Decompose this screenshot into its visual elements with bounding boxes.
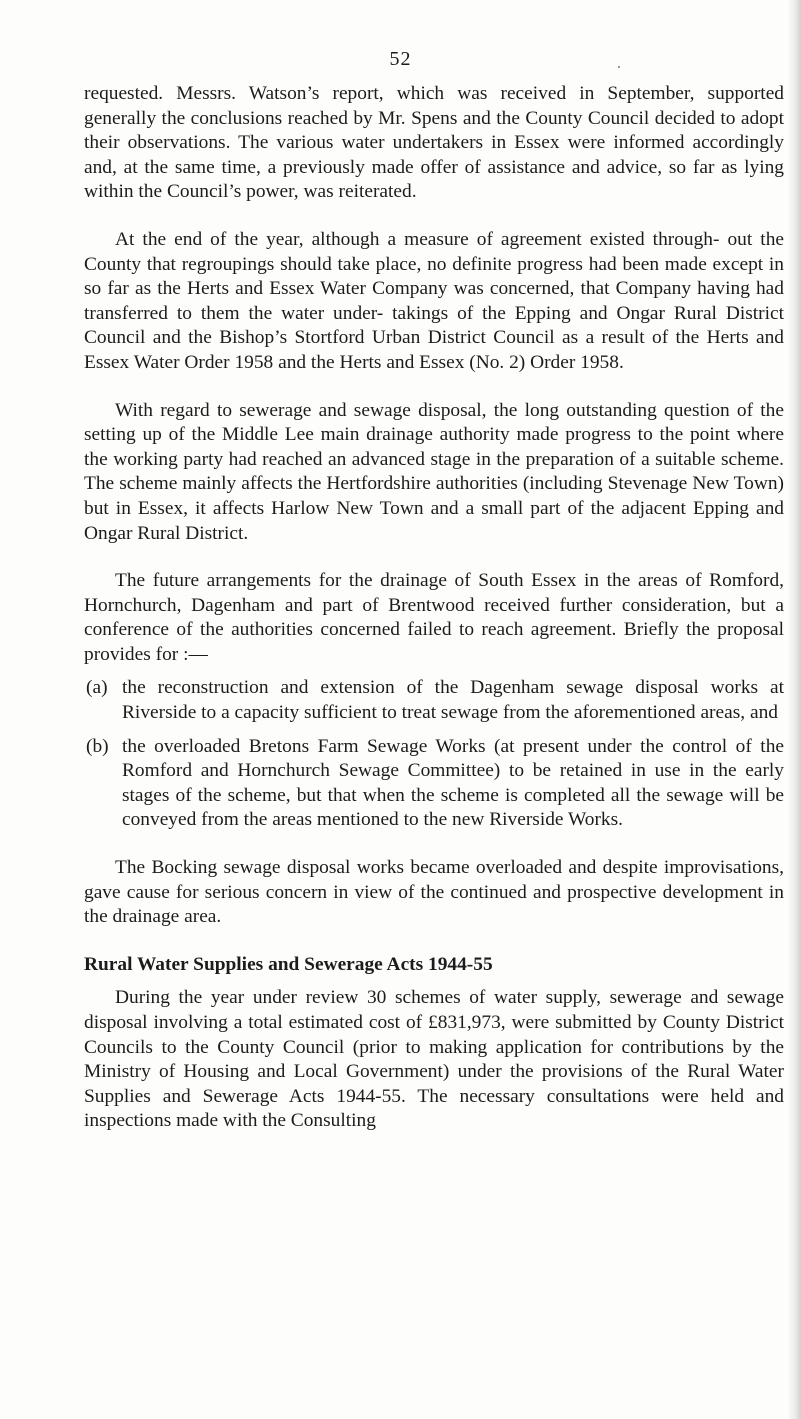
paragraph-regroupings: At the end of the year, although a measure of agreement existed through- out the County that regroupings should take place, no definite progress had been made except in so far as the Herts and Essex Water Company was concerned, that Company having had transferred to them the water under- takings of the Epping and Ongar Rural District Council and the Bishop’s Stortford Urban District Council as a result of the Herts and Essex Water Order 1958 and the Herts and Essex (No. 2) Order 1958. [84, 228, 784, 373]
list-item-text: the overloaded Bretons Farm Sewage Works (at present under the control of the Romford and Hornchurch Sewage Committee) to be retained in use in the early stages of the scheme, but that when the scheme is completed all the sewage will be conveyed from the areas mentioned to the new Riverside Works. [122, 735, 784, 831]
paragraph-middle-lee: With regard to sewerage and sewage disposal, the long outstanding question of the setting up of the Middle Lee main drainage authority made progress to the point where the working party had reached an advanced stage in the preparation of a suitable scheme. The scheme mainly affects the Hertfordshire authorities (including Stevenage New Town) but in Essex, it affects Harlow New Town and a small part of the adjacent Epping and Ongar Rural District. [84, 399, 784, 544]
section-heading: Rural Water Supplies and Sewerage Acts 1944-55 [84, 953, 493, 975]
paragraph-rural-schemes: During the year under review 30 schemes of water supply, sewerage and sewage disposal involving a total estimated cost of £831,973, were submitted by County District Councils to the County Council (prior to making application for contributions by the Ministry of Housing and Local Government) under the provisions of the Rural Water Supplies and Sewerage Acts 1944-55. The necessary consultations were held and inspections made with the Consulting [84, 987, 784, 1132]
list-marker: (b) [86, 735, 109, 757]
body-text [84, 82, 784, 1157]
list-marker: (a) [86, 677, 108, 699]
paragraph-watson-report: requested. Messrs. Watson’s report, which was received in September, supported generally the conclusions reached by Mr. Spens and the County Council decided to adopt their observations. The various water undertakers in Essex were informed accordingly and, at the same time, a previously made offer of assistance and advice, so far as lying within the Council’s power, was reiterated. [84, 83, 784, 203]
page-edge-shadow [787, 0, 801, 1419]
list-item-a [84, 676, 784, 725]
paragraph-bocking: The Bocking sewage disposal works became overloaded and despite improvisations, gave cause for serious concern in view of the continued and prospective development in the drainage area. [84, 857, 784, 928]
page-number: 52 [389, 48, 412, 70]
list-item-b [84, 735, 784, 833]
list-item-text: the reconstruction and extension of the Dagenham sewage disposal works at Riverside to a capacity sufficient to treat sewage from the aforementioned areas, and [122, 677, 784, 724]
paragraph-south-essex: The future arrangements for the drainage of South Essex in the areas of Romford, Hornchurch, Dagenham and part of Brentwood received further consideration, but a conference of the authorities concerned failed to reach agreement. Briefly the proposal provides for :— [84, 570, 784, 665]
